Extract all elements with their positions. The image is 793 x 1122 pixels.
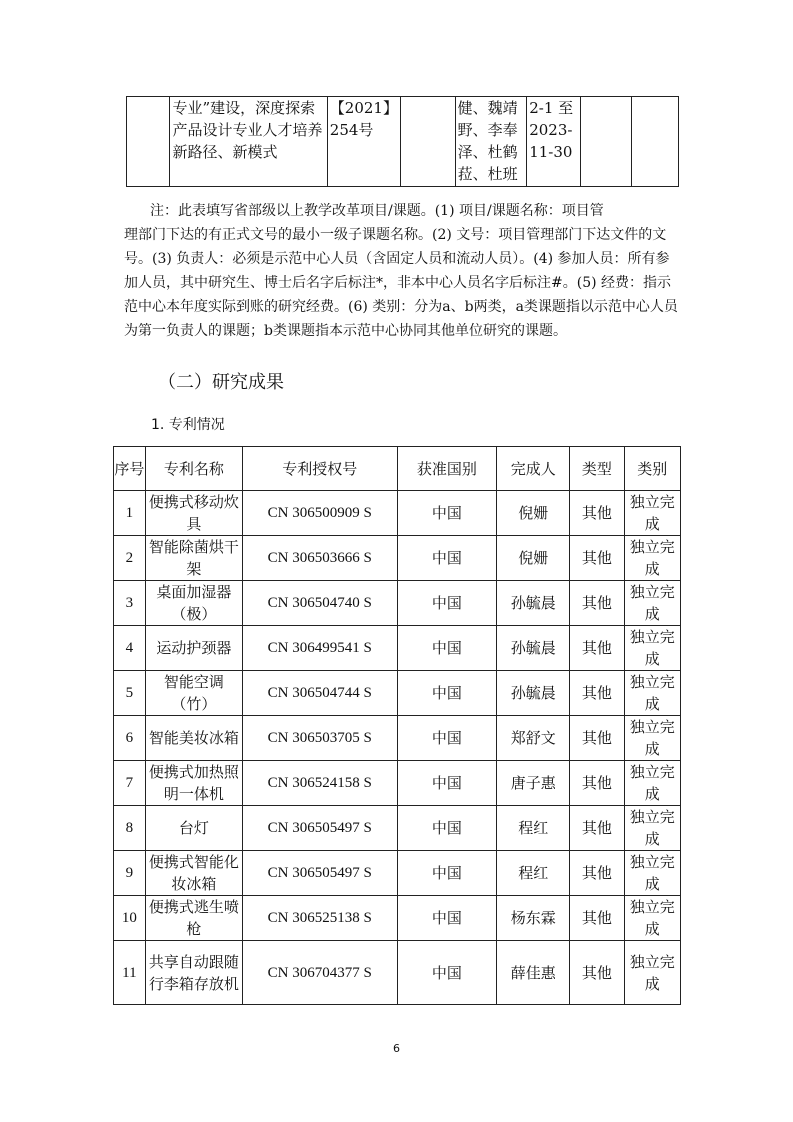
- cell-code: CN 306524158 S: [242, 761, 397, 806]
- section-heading: （二）研究成果: [158, 372, 284, 393]
- cell-type: 其他: [570, 941, 624, 1005]
- cell-code: CN 306503705 S: [242, 716, 397, 761]
- table-row: [114, 806, 681, 851]
- cell-person: 郑舒文: [497, 716, 570, 761]
- cell-type: 其他: [570, 851, 624, 896]
- header-category: 类别: [624, 447, 680, 491]
- cell-no: 1: [114, 491, 146, 536]
- sub-heading: 1. 专利情况: [151, 417, 225, 433]
- table-header-row: [114, 447, 681, 491]
- cell-country: 中国: [397, 671, 497, 716]
- cell-code: CN 306500909 S: [242, 491, 397, 536]
- cell-category: 独立完成: [624, 626, 680, 671]
- header-no: 序号: [114, 447, 146, 491]
- cell-name: 智能空调（竹）: [145, 671, 242, 716]
- cell-person: 程红: [497, 851, 570, 896]
- cell-type: 其他: [570, 626, 624, 671]
- cell-no: 3: [114, 581, 146, 626]
- cell-person: 程红: [497, 806, 570, 851]
- cell-country: 中国: [397, 941, 497, 1005]
- header-person: 完成人: [497, 447, 570, 491]
- cell-type: 其他: [570, 581, 624, 626]
- header-type: 类型: [570, 447, 624, 491]
- cell-category: 独立完成: [624, 941, 680, 1005]
- period-cell: 2-1 至 2023-11-30: [527, 97, 581, 187]
- cell-type: 其他: [570, 716, 624, 761]
- table-cell: [127, 97, 170, 187]
- cell-no: 6: [114, 716, 146, 761]
- cell-name: 便携式逃生喷枪: [145, 896, 242, 941]
- cell-country: 中国: [397, 626, 497, 671]
- cell-category: 独立完成: [624, 536, 680, 581]
- patent-table: [113, 446, 681, 1005]
- cell-name: 便携式移动炊具: [145, 491, 242, 536]
- table-row: [114, 716, 681, 761]
- cell-no: 2: [114, 536, 146, 581]
- cell-name: 智能美妆冰箱: [145, 716, 242, 761]
- header-name: 专利名称: [145, 447, 242, 491]
- table-note-first-line: 注：此表填写省部级以上教学改革项目/课题。(1) 项目/课题名称：项目管: [150, 203, 604, 219]
- cell-person: 孙毓晨: [497, 671, 570, 716]
- table-cell: [580, 97, 631, 187]
- cell-type: 其他: [570, 671, 624, 716]
- cell-code: CN 306525138 S: [242, 896, 397, 941]
- cell-type: 其他: [570, 536, 624, 581]
- table-row: [114, 581, 681, 626]
- cell-category: 独立完成: [624, 851, 680, 896]
- cell-category: 独立完成: [624, 761, 680, 806]
- cell-person: 孙毓晨: [497, 581, 570, 626]
- page-number: 6: [393, 1042, 400, 1055]
- cell-country: 中国: [397, 581, 497, 626]
- cell-category: 独立完成: [624, 581, 680, 626]
- cell-no: 10: [114, 896, 146, 941]
- cell-code: CN 306503666 S: [242, 536, 397, 581]
- cell-type: 其他: [570, 896, 624, 941]
- cell-type: 其他: [570, 761, 624, 806]
- cell-name: 便携式智能化妆冰箱: [145, 851, 242, 896]
- project-table-continuation: [126, 96, 679, 187]
- cell-country: 中国: [397, 536, 497, 581]
- cell-type: 其他: [570, 806, 624, 851]
- doc-number-cell: 【2021】254号: [327, 97, 400, 187]
- header-code: 专利授权号: [242, 447, 397, 491]
- cell-code: CN 306505497 S: [242, 806, 397, 851]
- table-note-body: 理部门下达的有正式文号的最小一级子课题名称。(2) 文号：项目管理部门下达文件的文号。(3) 负责人：必须是示范中心人员（含固定人员和流动人员）。(4) 参加人员：所有参加人员，其中研究生、博士后名字后标注*，非本中心人员名字后标注#。(5) 经费：指示范中心本年度实际到账的研究经费。(6) 类别：分为a、b两类，a类课题指以示范中心人员为第一负责人的课题；b类课题指本示范中心协同其他单位研究的课题。: [124, 227, 678, 339]
- cell-no: 4: [114, 626, 146, 671]
- cell-category: 独立完成: [624, 671, 680, 716]
- table-cell: [631, 97, 678, 187]
- table-row: [114, 491, 681, 536]
- cell-person: 倪姗: [497, 491, 570, 536]
- cell-person: 薛佳惠: [497, 941, 570, 1005]
- cell-code: CN 306505497 S: [242, 851, 397, 896]
- cell-no: 11: [114, 941, 146, 1005]
- cell-code: CN 306504740 S: [242, 581, 397, 626]
- cell-name: 桌面加湿器（极）: [145, 581, 242, 626]
- table-row: [114, 671, 681, 716]
- cell-country: 中国: [397, 851, 497, 896]
- cell-country: 中国: [397, 896, 497, 941]
- table-cell: [400, 97, 455, 187]
- cell-person: 孙毓晨: [497, 626, 570, 671]
- table-row: [114, 626, 681, 671]
- cell-name: 台灯: [145, 806, 242, 851]
- table-row: [114, 536, 681, 581]
- cell-person: 倪姗: [497, 536, 570, 581]
- cell-country: 中国: [397, 716, 497, 761]
- cell-no: 9: [114, 851, 146, 896]
- table-row: [114, 896, 681, 941]
- table-row: [127, 97, 679, 187]
- cell-no: 7: [114, 761, 146, 806]
- participants-cell: 健、魏靖野、李奉泽、杜鹤菈、杜班: [455, 97, 527, 187]
- cell-type: 其他: [570, 491, 624, 536]
- cell-name: 便携式加热照明一体机: [145, 761, 242, 806]
- cell-country: 中国: [397, 761, 497, 806]
- header-country: 获准国别: [397, 447, 497, 491]
- cell-name: 智能除菌烘干架: [145, 536, 242, 581]
- table-row: [114, 941, 681, 1005]
- cell-country: 中国: [397, 806, 497, 851]
- table-row: [114, 761, 681, 806]
- cell-category: 独立完成: [624, 716, 680, 761]
- cell-category: 独立完成: [624, 896, 680, 941]
- cell-name: 运动护颈器: [145, 626, 242, 671]
- cell-category: 独立完成: [624, 806, 680, 851]
- table-row: [114, 851, 681, 896]
- cell-code: CN 306704377 S: [242, 941, 397, 1005]
- cell-country: 中国: [397, 491, 497, 536]
- project-name-cell: 专业”建设，深度探索产品设计专业人才培养新路径、新模式: [170, 97, 327, 187]
- cell-code: CN 306499541 S: [242, 626, 397, 671]
- cell-name: 共享自动跟随行李箱存放机: [145, 941, 242, 1005]
- cell-no: 5: [114, 671, 146, 716]
- cell-no: 8: [114, 806, 146, 851]
- cell-person: 杨东霖: [497, 896, 570, 941]
- cell-person: 唐子惠: [497, 761, 570, 806]
- cell-code: CN 306504744 S: [242, 671, 397, 716]
- cell-category: 独立完成: [624, 491, 680, 536]
